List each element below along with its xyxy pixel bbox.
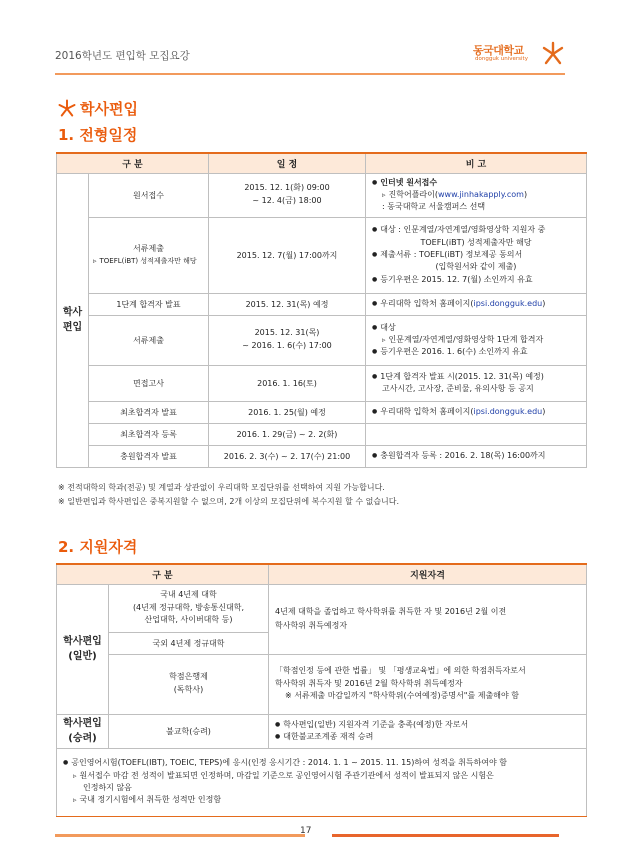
row-label: 학점은행제 (독학사) (109, 654, 269, 714)
note-line: ● 학사편입(일반) 지원자격 기준을 충족(예정)한 자로서 (275, 719, 580, 731)
note-text: 우리대학 입학처 홈페이지( (380, 298, 474, 308)
note-text: ) (542, 298, 546, 308)
header-divider (55, 73, 565, 75)
table-row (57, 654, 587, 714)
row-schedule: 2016. 1. 16(토) (209, 365, 366, 401)
table-header-row (57, 564, 587, 584)
row-schedule: 2016. 1. 29(금) ~ 2. 2(화) (209, 423, 366, 445)
note-line: ● 1단계 합격자 발표 시(2015. 12. 31(목) 예정) (372, 371, 580, 383)
row-schedule: 2015. 12. 31(목) 예정 (209, 293, 366, 315)
note-line: ▹ 국내 정기시험에서 취득한 성적만 인정함 (63, 794, 580, 806)
row-notes (366, 315, 587, 365)
footer-divider-left (55, 834, 305, 837)
note-line: ● 제출서류 : TOEFL(iBT) 정보제공 동의서 (372, 249, 580, 261)
table-row (57, 748, 587, 816)
qualification-text: 「학점인정 등에 관한 법률」 및 「평생교육법」에 의한 학점취득자로서 학사학위 취득자 및 2016년 2월 학사학위 취득예정자 (275, 666, 526, 688)
page-number: 17 (300, 826, 312, 836)
row-notes (366, 445, 587, 467)
footer-divider-right (332, 834, 559, 837)
row-label: 원서접수 (89, 173, 209, 217)
note-line: 인정하지 않음 (83, 783, 132, 792)
note-line: ▹ 원서접수 마감 전 성적이 발표되면 인정하며, 마감일 기준으로 공인영어시험 주관기관에서 성적이 발표되지 않은 시험은 (63, 770, 580, 782)
heading-schedule: 1. 전형일정 (58, 126, 138, 144)
note-line: ● 등기우편은 2015. 12. 7(월) 소인까지 유효 (372, 274, 580, 286)
english-test-notes (57, 748, 587, 816)
col-header-category: 구 분 (57, 153, 209, 173)
star-bullet-icon (58, 99, 76, 117)
note-line (372, 406, 580, 418)
row-notes (366, 401, 587, 423)
note-line: ▹ 인문계열/자연계열/영화영상학 1단계 합격자 (372, 334, 580, 346)
table-row (57, 584, 587, 632)
table-row (57, 445, 587, 467)
note-text: ) (523, 189, 528, 199)
row-label: 불교학(승려) (109, 714, 269, 748)
table-row (57, 401, 587, 423)
table-row (57, 714, 587, 748)
row-label: 1단계 합격자 발표 (89, 293, 209, 315)
row-schedule: 2015. 12. 1(화) 09:00 ~ 12. 4(금) 18:00 (209, 173, 366, 217)
ipsi-link[interactable]: ipsi.dongguk.edu (473, 298, 543, 308)
row-notes (366, 365, 587, 401)
group-label-monk: 학사편입 (승려) (57, 714, 109, 748)
row-notes (366, 173, 587, 217)
note-line: ● 인터넷 원서접수 (372, 177, 580, 189)
note-line: : 동국대학교 서울캠퍼스 선택 (382, 202, 486, 212)
row-label: 서류제출 (89, 315, 209, 365)
row-label-sub: ▹ TOEFL(iBT) 성적제출자만 해당 (93, 256, 204, 267)
ipsi-link[interactable]: ipsi.dongguk.edu (473, 406, 543, 416)
schedule-table (56, 152, 587, 468)
row-schedule: 2015. 12. 7(월) 17:00까지 (209, 217, 366, 293)
note-line: (입학원서와 같이 제출) (435, 262, 517, 272)
university-logo (473, 40, 565, 70)
row-qualification (269, 714, 587, 748)
note-line (372, 189, 580, 201)
col-header-notes: 비 고 (366, 153, 587, 173)
note-line: ● 충원합격자 등록 : 2016. 2. 18(목) 16:00까지 (372, 450, 580, 462)
logo-subtext: dongguk university (475, 56, 528, 62)
page-header (55, 38, 565, 72)
footnotes (58, 481, 399, 510)
note-line: 고사시간, 고사장, 준비물, 유의사항 등 공지 (382, 384, 534, 394)
group-label-general: 학사편입 (일반) (57, 584, 109, 714)
section-title (58, 98, 138, 119)
row-label: 면접고사 (89, 365, 209, 401)
note-line: ● 대상 (372, 322, 580, 334)
col-header-qualification: 지원자격 (269, 564, 587, 584)
table-row (57, 423, 587, 445)
note-line: ● 대한불교조계종 재적 승려 (275, 731, 580, 743)
table-row (57, 173, 587, 217)
row-label: 충원합격자 발표 (89, 445, 209, 467)
note-line (372, 298, 580, 310)
table-row (57, 315, 587, 365)
row-schedule: 2015. 12. 31(목) ~ 2016. 1. 6(수) 17:00 (209, 315, 366, 365)
note-line: ● 공인영어시험(TOEFL(IBT), TOEIC, TEPS)에 응시(인정 응시기간 : 2014. 1. 1 ~ 2015. 11. 15)하여 성적을 취득하여야 함 (63, 757, 580, 769)
note-text: ) (542, 406, 546, 416)
col-header-category: 구 분 (57, 564, 269, 584)
eligibility-table (56, 563, 587, 817)
note-line: TOEFL(iBT) 성적제출자만 해당 (420, 237, 532, 247)
row-label-text: 서류제출 (133, 244, 164, 254)
row-label: 국내 4년제 대학 (4년제 정규대학, 방송통신대학, 산업대학, 사이버대학 등) (109, 584, 269, 632)
header-title: 2016학년도 편입학 모집요강 (55, 50, 190, 62)
footnote: ※ 전적대학의 학과(전공) 및 계열과 상관없이 우리대학 모집단위를 선택하여 지원 가능합니다. (58, 483, 385, 492)
section-title-text: 학사편입 (80, 100, 138, 118)
logo-text: 동국대학교 (473, 44, 524, 57)
row-notes (366, 217, 587, 293)
row-label (89, 217, 209, 293)
row-qualification (269, 654, 587, 714)
row-label: 최초합격자 발표 (89, 401, 209, 423)
group-label: 학사 편입 (57, 173, 89, 467)
note-text: 진학어플라이( (388, 189, 439, 199)
table-header-row (57, 153, 587, 173)
footnote: ※ 일반편입과 학사편입은 중복지원할 수 없으며, 2개 이상의 모집단위에 복수지원 할 수 없습니다. (58, 497, 400, 507)
logo-star-icon (541, 40, 565, 66)
row-label: 국외 4년제 정규대학 (109, 632, 269, 654)
row-notes (366, 423, 587, 445)
note-line: ● 등기우편은 2016. 1. 6(수) 소인까지 유효 (372, 346, 580, 358)
row-notes (366, 293, 587, 315)
jinhakapply-link[interactable]: www.jinhakapply.com (438, 189, 524, 199)
table-row (57, 293, 587, 315)
note-line: ● 대상 : 인문계열/자연계열/영화영상학 지원자 중 (372, 224, 580, 236)
row-qualification: 4년제 대학을 졸업하고 학사학위를 취득한 자 및 2016년 2월 이전 학사학위 취득예정자 (269, 584, 587, 654)
table-row (57, 217, 587, 293)
heading-eligibility: 2. 지원자격 (58, 538, 138, 556)
qualification-note: ※ 서류제출 마감일까지 "학사학위(수여예정)증명서"를 제출해야 함 (285, 691, 519, 701)
table-row (57, 365, 587, 401)
row-label: 최초합격자 등록 (89, 423, 209, 445)
col-header-schedule: 일 정 (209, 153, 366, 173)
row-schedule: 2016. 1. 25(월) 예정 (209, 401, 366, 423)
note-text: 우리대학 입학처 홈페이지( (380, 406, 474, 416)
row-schedule: 2016. 2. 3(수) ~ 2. 17(수) 21:00 (209, 445, 366, 467)
